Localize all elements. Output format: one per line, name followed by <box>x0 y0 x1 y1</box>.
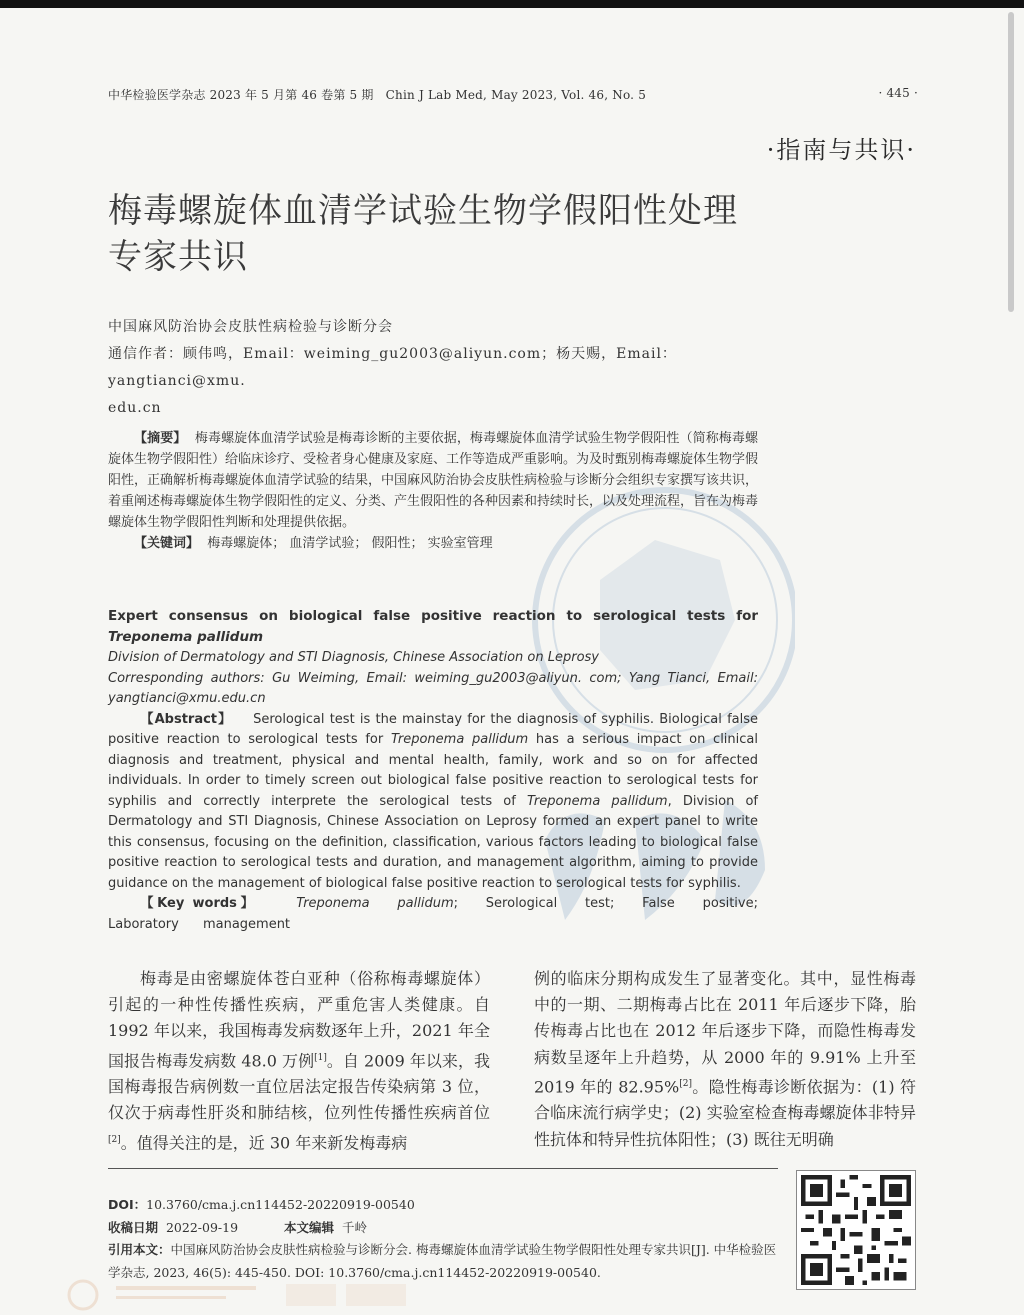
abstract-italic-2: Treponema pallidum <box>526 793 668 809</box>
body-paragraph-right <box>534 966 916 1153</box>
publisher-watermark-logo <box>66 1278 486 1312</box>
citation-ref[interactable]: [2] <box>108 1134 121 1145</box>
body-column-left <box>108 966 490 1156</box>
editor-label: 本文编辑 <box>284 1219 335 1235</box>
body-left-text-3: 。值得关注的是，近 30 年来新发梅毒病 <box>120 1132 408 1152</box>
cite-text: 中国麻风防治协会皮肤性病检验与诊断分会. 梅毒螺旋体血清学试验生物学假阳性处理专家共识[J]. 中华检验医学杂志, 2023, 46(5): 445-450. DOI: 10.3760/cma.j.cn114452-20220919-00540. <box>108 1242 777 1280</box>
page-number: · 445 · <box>878 86 918 100</box>
abstract-cn <box>108 428 758 554</box>
english-corresponding: Corresponding authors: Gu Weiming, Email: weiming_gu2003@aliyun. com; Yang Tianci, Email: yangtianci@xmu.edu.cn <box>108 670 758 706</box>
body-text <box>108 966 916 1162</box>
body-right-text-1: 例的临床分期构成发生了显著变化。其中，显性梅毒中的一期、二期梅毒占比在 2011 年后逐步下降，胎传梅毒占比也在 2012 年后逐步下降，而隐性梅毒发病数呈逐年上升趋势，从 2000 年的 9.91% 上升至 2019 年的 82.95% <box>534 969 916 1097</box>
english-affiliation: Division of Dermatology and STI Diagnosis, Chinese Association on Leprosy <box>108 650 599 665</box>
english-title <box>108 606 758 648</box>
author-block <box>108 314 758 422</box>
title-line-1: 梅毒螺旋体血清学试验生物学假阳性处理 <box>108 191 738 231</box>
english-abstract-label: 【Abstract】 <box>140 711 233 727</box>
editor-value: 千岭 <box>342 1219 368 1235</box>
abstract-en <box>108 606 758 935</box>
keywords-cn-text: 梅毒螺旋体； 血清学试验； 假阳性； 实验室管理 <box>207 536 493 551</box>
citation-ref[interactable]: [2] <box>679 1078 692 1089</box>
keywords-italic: Treponema pallidum <box>296 896 454 911</box>
body-paragraph-left <box>108 966 490 1156</box>
english-keywords <box>108 894 758 935</box>
journal-en: Chin J Lab Med, May 2023, Vol. 46, No. 5 <box>385 88 647 102</box>
abstract-text-3: , Division of Dermatology and STI Diagnosis, Chinese Association on Leprosy formed an expert panel to write this consensus, focusing on the definition, classification, various factors leading to biological false positive reaction to serological tests and duration, and management algorithm, aiming to provide guidance on the management of biological false positive reaction to serological tests for syphilis. <box>108 793 758 891</box>
received-label: 收稿日期 <box>108 1219 159 1235</box>
keywords-cn <box>108 533 758 554</box>
keywords-cn-label: 【关键词】 <box>134 536 200 551</box>
abstract-cn-label: 【摘要】 <box>134 431 187 446</box>
scrollbar-thumb[interactable] <box>1008 12 1014 312</box>
footer-info <box>108 1194 788 1284</box>
author-org: 中国麻风防治协会皮肤性病检验与诊断分会 <box>108 319 393 335</box>
abstract-cn-paragraph <box>108 428 758 533</box>
doi-line <box>108 1194 788 1217</box>
cite-label: 引用本文： <box>108 1242 171 1257</box>
body-left-text-2: 。自 2009 年以来，我国梅毒报告病例数一直位居法定报告传染病第 3 位，仅次于病毒性肝炎和肺结核，位列性传播性疾病首位 <box>108 1050 490 1123</box>
english-title-italic: Treponema pallidum <box>108 629 264 645</box>
english-title-main: Expert consensus on biological false positive reaction to serological tests for <box>108 608 758 624</box>
running-header <box>108 86 918 106</box>
abstract-cn-text: 梅毒螺旋体血清学试验是梅毒诊断的主要依据，梅毒螺旋体血清学试验生物学假阳性（简称梅毒螺旋体生物学假阳性）给临床诊疗、受检者身心健康及家庭、工作等造成严重影响。为及时甄别梅毒螺旋体生物学假阳性，正确解析梅毒螺旋体血清学试验的结果，中国麻风防治协会皮肤性病检验与诊断分会组织专家撰写该共识，着重阐述梅毒螺旋体生物学假阳性的定义、分类、产生假阳性的各种因素和持续时长，以及处理流程，旨在为梅毒螺旋体生物学假阳性判断和处理提供依据。 <box>108 431 759 530</box>
keywords-rest: ; Serological test; False positive; Laboratory management <box>108 896 758 932</box>
corresponding-line-2: edu.cn <box>108 400 162 416</box>
abstract-italic-1: Treponema pallidum <box>390 732 529 747</box>
english-abstract <box>108 710 758 895</box>
body-column-right <box>534 966 916 1153</box>
title-line-2: 专家共识 <box>108 237 248 277</box>
qr-code-icon[interactable] <box>796 1170 916 1290</box>
journal-cn: 中华检验医学杂志 2023 年 5 月第 46 卷第 5 期 <box>108 88 374 102</box>
status-bar <box>0 0 1024 8</box>
corresponding-line-1: 通信作者：顾伟鸣，Email：weiming_gu2003@aliyun.com；杨天赐，Email：yangtianci@xmu. <box>108 346 677 389</box>
doi-value[interactable]: 10.3760/cma.j.cn114452-20220919-00540 <box>146 1197 415 1212</box>
received-value: 2022-09-19 <box>165 1219 239 1235</box>
body-left-text-1: 梅毒是由密螺旋体苍白亚种（俗称梅毒螺旋体）引起的一种性传播性疾病，严重危害人类健康。自 1992 年以来，我国梅毒发病数逐年上升，2021 年全国报告梅毒发病数 48.0 万例 <box>108 969 490 1070</box>
article-title <box>108 188 808 280</box>
body-right-text-2: 。隐性梅毒诊断依据为：(1) 符合临床流行病学史；(2) 实验室检查梅毒螺旋体非特异性抗体和特异性抗体阳性；(3) 既往无明确 <box>534 1077 916 1149</box>
abstract-text-1: Serological test is the mainstay for the diagnosis of syphilis. Biological false positive reaction to serological tests for <box>108 711 758 747</box>
received-line <box>108 1217 788 1240</box>
abstract-text-2: has a serious impact on clinical diagnosis and treatment, physical and mental health, family, work and so on for affected individuals. In order to timely screen out biological false positive reaction to serological tests for syphilis and correctly interprete the serological tests of <box>108 732 758 809</box>
english-keywords-label: 【Key words】 <box>140 896 258 911</box>
doi-label: DOI： <box>108 1197 147 1212</box>
footer-divider <box>108 1168 778 1169</box>
citation-ref[interactable]: [1] <box>314 1052 327 1063</box>
column-tag: ·指南与共识· <box>766 136 916 164</box>
